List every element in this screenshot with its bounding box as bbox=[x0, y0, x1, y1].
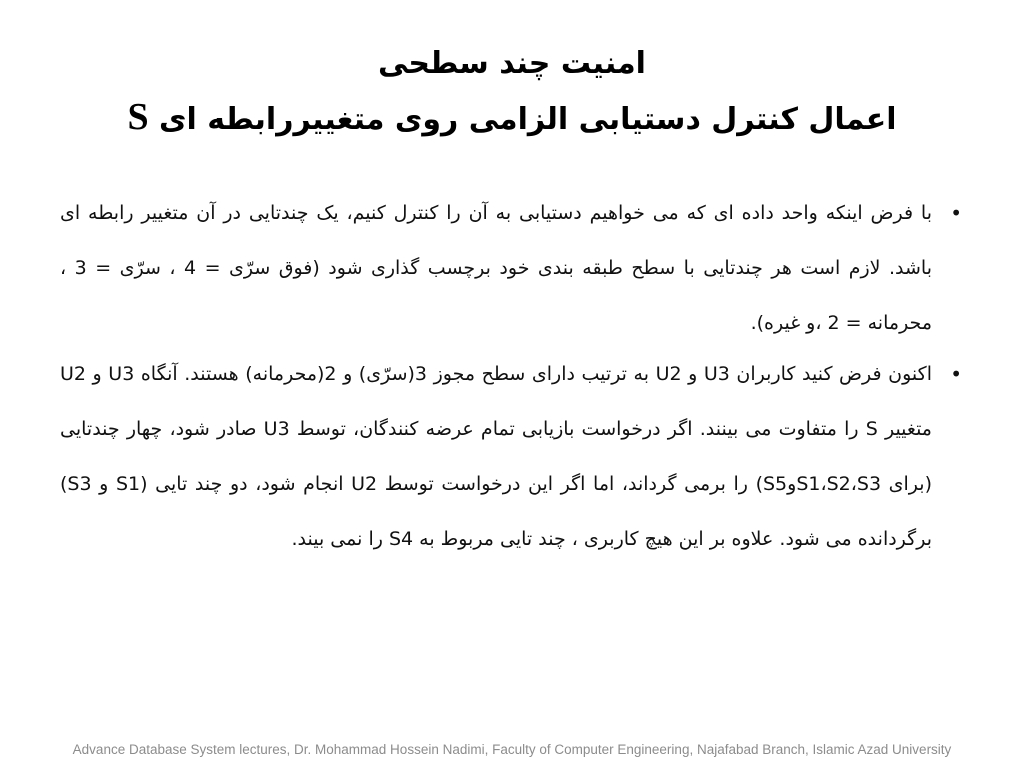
bullet-item-2 bbox=[60, 347, 968, 567]
bullet-text-2: اکنون فرض کنید کاربران U3 و U2 به ترتیب دارای سطح مجوز 3(سرّی) و 2(محرمانه) هستند. آنگاه U3 و U2 متغییر S را متفاوت می بینند. اگر درخواست بازیابی تمام عرضه کنندگان، توسط U3 صادر شود، چهار چندتایی (برای S1،S2،S3وS5) را برمی گرداند، اما اگر این درخواست توسط U2 انجام شود، دو چند تایی (S1 و S3) برگردانده می شود. علاوه بر این هیچ کاربری ، چند تایی مربوط به S4 را نمی بیند. bbox=[60, 363, 932, 550]
title-relvar-symbol: S bbox=[127, 96, 149, 138]
slide-footer: Advance Database System lectures, Dr. Mohammad Hossein Nadimi, Faculty of Computer Engineering, Najafabad Branch, Islamic Azad University bbox=[72, 742, 952, 757]
bullet-list bbox=[60, 186, 968, 567]
slide-title bbox=[60, 38, 964, 147]
title-line-1: امنیت چند سطحی bbox=[378, 46, 646, 81]
bullet-marker-icon: • bbox=[950, 201, 962, 225]
bullet-marker-icon: • bbox=[950, 362, 962, 386]
title-line-2 bbox=[60, 90, 964, 147]
bullet-item-1 bbox=[60, 186, 968, 351]
bullet-text-1: با فرض اینکه واحد داده ای که می خواهیم دستیابی به آن را کنترل کنیم، یک چندتایی در آن متغییر رابطه ای باشد. لازم است هر چندتایی با سطح طبقه بندی خود برچسب گذاری شود (فوق سرّی = 4 ، سرّی = 3 ، محرمانه = 2 ،و غیره). bbox=[60, 202, 932, 334]
title-line-2-text: اعمال کنترل دستیابی الزامی روی متغییررابطه ای bbox=[159, 102, 897, 137]
